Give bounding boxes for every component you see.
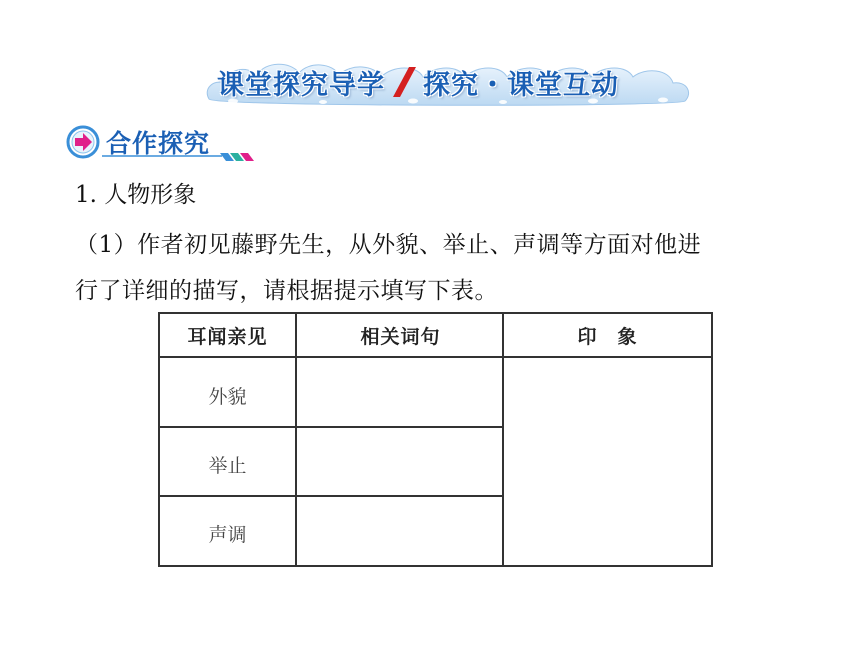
arrow-right-circle-icon <box>66 125 100 159</box>
section-label: 合作探究 <box>106 129 211 158</box>
section-underline-stripe <box>102 152 258 162</box>
instruction-line-2: 行了详细的描写，请根据提示填写下表。 <box>75 278 498 304</box>
table-row-label: 举止 <box>208 455 247 477</box>
table-header: 耳闻亲见 <box>187 326 268 348</box>
table-divider <box>158 356 711 358</box>
table-row-label: 声调 <box>208 524 247 546</box>
table-header: 印 象 <box>577 326 638 348</box>
table-divider <box>158 426 504 428</box>
banner-left-text: 课堂探究导学 <box>217 69 385 101</box>
table-divider <box>158 495 504 497</box>
table-header: 相关词句 <box>360 326 441 348</box>
table-row-label: 外貌 <box>208 386 247 408</box>
table-divider <box>502 312 504 565</box>
title-banner <box>203 55 691 109</box>
item-heading: 1. 人物形象 <box>75 182 197 208</box>
banner-right-text: 探究・课堂互动 <box>423 69 619 101</box>
instruction-line-1: （1）作者初见藤野先生，从外貌、举止、声调等方面对他进 <box>75 232 702 258</box>
section-heading <box>62 122 262 164</box>
slash-divider-icon <box>389 65 419 99</box>
banner-title <box>217 60 619 104</box>
character-table <box>158 312 711 565</box>
